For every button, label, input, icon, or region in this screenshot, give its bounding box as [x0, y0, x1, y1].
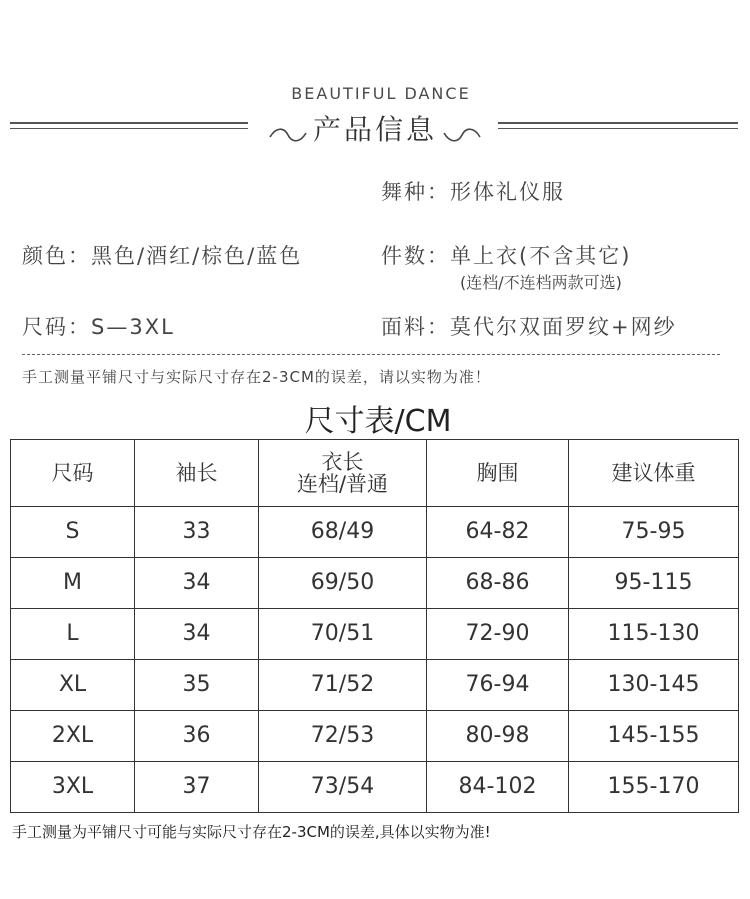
color-info	[22, 240, 302, 270]
subtitle-english: BEAUTIFUL DANCE	[291, 84, 471, 103]
cell-sleeve: 33	[135, 507, 259, 558]
table-row	[11, 558, 739, 609]
cell-size: S	[11, 507, 135, 558]
cell-chest: 72-90	[427, 609, 569, 660]
measurement-note-bottom: 手工测量为平铺尺寸可能与实际尺寸存在2-3CM的误差,具体以实物为准!	[12, 823, 491, 841]
cell-weight: 75-95	[569, 507, 739, 558]
cell-weight: 115-130	[569, 609, 739, 660]
title-row	[0, 108, 750, 148]
cell-weight: 145-155	[569, 711, 739, 762]
swirl-right-icon	[442, 125, 482, 145]
cell-sleeve: 37	[135, 762, 259, 813]
cell-size: M	[11, 558, 135, 609]
fabric-info	[381, 311, 677, 341]
header-size: 尺码	[11, 440, 135, 507]
cell-chest: 68-86	[427, 558, 569, 609]
dance-label: 舞种：	[381, 180, 450, 204]
measurement-note-top: 手工测量平铺尺寸与实际尺寸存在2-3CM的误差，请以实物为准！	[22, 368, 491, 386]
cell-chest: 80-98	[427, 711, 569, 762]
cell-length: 69/50	[259, 558, 427, 609]
cell-length: 71/52	[259, 660, 427, 711]
cell-size: 3XL	[11, 762, 135, 813]
table-row	[11, 660, 739, 711]
cell-chest: 84-102	[427, 762, 569, 813]
cell-sleeve: 34	[135, 558, 259, 609]
cell-length: 73/54	[259, 762, 427, 813]
table-row	[11, 507, 739, 558]
header-length-title: 衣长	[321, 449, 364, 474]
pieces-info	[381, 240, 631, 270]
size-label: 尺码：	[22, 315, 91, 339]
table-row	[11, 609, 739, 660]
cell-chest: 64-82	[427, 507, 569, 558]
size-value: S—3XL	[91, 315, 175, 339]
header-length-sub: 连档/普通	[296, 472, 389, 496]
cell-size: XL	[11, 660, 135, 711]
cell-chest: 76-94	[427, 660, 569, 711]
pieces-label: 件数：	[381, 244, 450, 268]
cell-weight: 95-115	[569, 558, 739, 609]
dashed-divider	[22, 354, 720, 355]
cell-length: 72/53	[259, 711, 427, 762]
cell-sleeve: 36	[135, 711, 259, 762]
size-table-title: 尺寸表/CM	[304, 404, 452, 439]
cell-sleeve: 34	[135, 609, 259, 660]
header-sleeve: 袖长	[135, 440, 259, 507]
size-range-info	[22, 311, 175, 341]
pieces-note: (连档/不连档两款可选)	[460, 273, 622, 292]
header-chest: 胸围	[427, 440, 569, 507]
cell-weight: 130-145	[569, 660, 739, 711]
size-table	[10, 439, 739, 813]
cell-length: 68/49	[259, 507, 427, 558]
swirl-left-icon	[268, 125, 308, 145]
cell-size: L	[11, 609, 135, 660]
header-length	[259, 440, 427, 507]
pieces-value: 单上衣(不含其它)	[450, 244, 632, 268]
cell-sleeve: 35	[135, 660, 259, 711]
table-row	[11, 711, 739, 762]
color-label: 颜色：	[22, 244, 91, 268]
cell-length: 70/51	[259, 609, 427, 660]
cell-weight: 155-170	[569, 762, 739, 813]
dance-value: 形体礼仪服	[450, 180, 565, 204]
page-title: 产品信息	[312, 113, 437, 146]
fabric-value: 莫代尔双面罗纹+网纱	[450, 315, 677, 339]
dance-type	[381, 176, 565, 206]
table-row	[11, 762, 739, 813]
header-weight: 建议体重	[569, 440, 739, 507]
color-value: 黑色/酒红/棕色/蓝色	[91, 244, 303, 268]
cell-size: 2XL	[11, 711, 135, 762]
fabric-label: 面料：	[381, 315, 450, 339]
table-header-row	[11, 440, 739, 507]
